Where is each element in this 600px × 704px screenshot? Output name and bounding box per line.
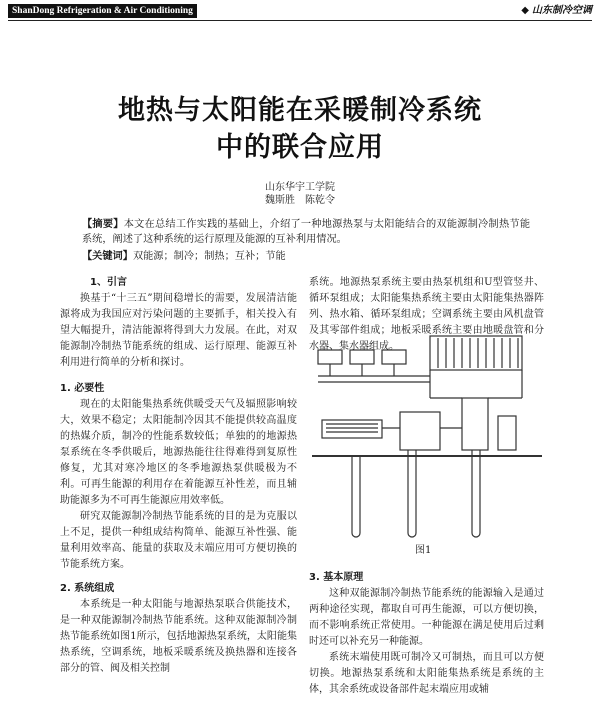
figure-caption: 图1	[415, 545, 432, 556]
paper-title-line2: 中的联合应用	[216, 132, 384, 163]
paragraph: 现在的太阳能集热系统供暖受天气及辐照影响较大，效果不稳定；太阳能制冷因其不能提供较高温度的热媒介质，制冷的性能系数较低；单独的的地源热泵系统在冬季供暖后，地源热能往往得难得到复原性修复，尤其对寒冷地区的冬季地源热泵供暖极为不利。可再生能源的利用存在着能源互补性差，而且辅助能源多为不可再生能源应用效率低。	[60, 399, 297, 506]
paragraph: 本系统是一种太阳能与地源热泵联合供能技术，是一种双能源制冷制热节能系统。这种双能源制冷制热节能系统如图1所示，包括地源热泵系统，太阳能集热系统，空调系统，地板采暖系统及换热器和连接各部分的管、阀及相关控制	[60, 599, 297, 674]
paragraph: 换基于“十三五”期间稳增长的需要，发展清洁能源将成为我国应对污染问题的主要抓手，相关投入有望大幅提升，清洁能源将得到大力发展。在此，对双能源制冷制热节能系统的组成、运行原理、能源互补利用进行简单的分析和探讨。	[60, 293, 297, 368]
heat-pump-unit	[400, 412, 440, 450]
keywords	[82, 249, 530, 264]
floor-heating-coil	[322, 420, 382, 438]
brand-text: 山东制冷空调	[532, 5, 592, 16]
system-diagram	[312, 328, 542, 538]
journal-brand	[521, 4, 592, 18]
left-column	[60, 275, 297, 677]
hot-water-tank	[462, 398, 488, 450]
fan-coil-unit	[350, 350, 374, 364]
paragraph: 系统。地源热泵系统主要由热泵机组和U型管竖井、循环泵组成；太阳能集热系统主要由太阳能集热器阵列、热水箱、循环泵组成；空调系统主要由风机盘管及其零部件组成；地板采暖系统主要由地暖盘管和分水器、集水器组成。	[309, 277, 544, 352]
section-heading: 3. 基本原理	[309, 572, 364, 583]
running-header	[8, 4, 592, 21]
keywords-label: 【关键词】	[82, 251, 133, 262]
fan-coil-unit	[382, 350, 406, 364]
right-column-bottom	[309, 570, 544, 698]
journal-name: ShanDong Refrigeration & Air Conditioning	[8, 4, 197, 18]
paragraph: 研究双能源制冷制热节能系统的目的是为克服以上不足，提供一种组成结构简单、能源互补性强、能量利用效率高、能量的获取及末端应用可方便切换的节能系统方案。	[60, 511, 297, 570]
solar-collector-array	[430, 336, 522, 370]
authors: 魏斯胜 陈乾令	[265, 195, 335, 206]
abstract-text: 本文在总结工作实践的基础上，介绍了一种地源热泵与太阳能结合的双能源制冷制热节能系统，阐述了这种系统的运行原理及能源的互补利用情况。	[82, 219, 531, 245]
section-heading: 1. 必要性	[60, 383, 105, 394]
paper-title-line1: 地热与太阳能在采暖制冷系统	[118, 95, 482, 126]
fan-coil-unit	[318, 350, 342, 364]
abstract	[82, 217, 530, 247]
section-heading: 1、引言	[90, 277, 127, 288]
paragraph: 这种双能源制冷制热节能系统的能源输入是通过两种途径实现，都取自可再生能源，可以方便切换，而不影响系统正常使用。一种能源在满足使用后过剩时还可以补充另一种能源。	[309, 588, 544, 647]
circulating-pump	[498, 416, 516, 450]
abstract-label: 【摘要】	[82, 219, 124, 230]
keywords-text: 双能源；制冷；制热；互补；节能	[132, 251, 286, 262]
affiliation: 山东华宇工学院	[265, 182, 335, 193]
section-heading: 2. 系统组成	[60, 583, 115, 594]
paragraph: 系统末端使用既可制冷又可制热，而且可以方便切换。地源热泵系统和太阳能集热系统是系统的主体，其余系统或设备部件起末端应用或辅	[309, 652, 544, 695]
diamond-icon: ◆	[521, 5, 529, 16]
